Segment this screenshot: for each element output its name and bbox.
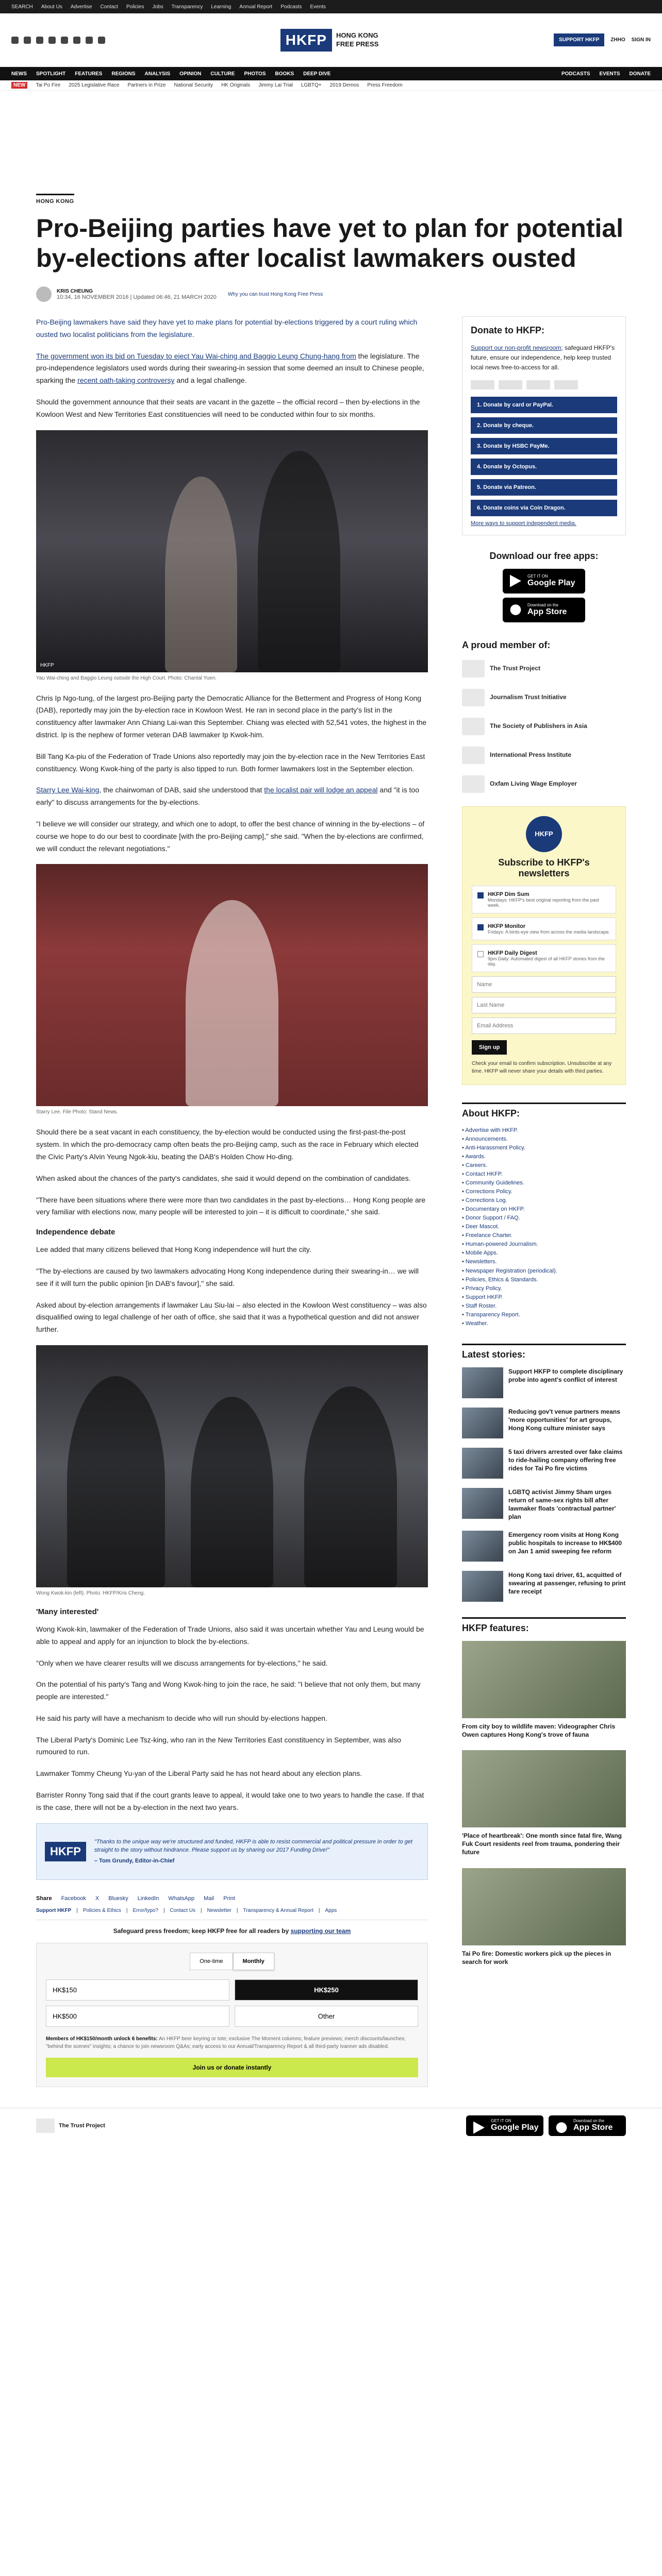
ticker-item[interactable]: Tai Po Fire bbox=[36, 82, 61, 88]
donate-title: Donate to HKFP: bbox=[471, 325, 544, 335]
ticker-item[interactable]: Press Freedom bbox=[367, 82, 403, 88]
frequency-toggle bbox=[46, 1953, 418, 1970]
footer-google-play[interactable] bbox=[466, 2115, 543, 2136]
content-columns bbox=[36, 316, 626, 2108]
logo-mark: HKFP bbox=[280, 29, 332, 52]
membership-note-text: An HKFP beer keyring or tote; exclusive The Moment columns; feature previews; merch discounts/launches; "behind the scenes" insights; a chance to join newsroom Q&As; early access to our Annual/Transparency Report & all third-party Ivanner ads disabled. bbox=[46, 2036, 406, 2049]
ad-quote: "Thanks to the unique way we're structured and funded, HKFP is able to resist commercial and political pressure in order to get straight to the story without hindrance. Please support us by sharing our 2017 Funding Drive!" bbox=[94, 1838, 412, 1854]
donate-option[interactable]: 1. Donate by card or PayPal. bbox=[471, 397, 617, 413]
member-trust-project[interactable] bbox=[462, 660, 626, 677]
main-nav bbox=[0, 67, 662, 80]
checkbox-checked[interactable] bbox=[477, 924, 484, 930]
inline-link[interactable]: The government won its bid on Tuesday to eject Yau Wai-ching and Baggio Leung Chung-hang from bbox=[36, 351, 356, 360]
trust-project-logo bbox=[462, 660, 485, 677]
about-link[interactable]: • Awards. bbox=[462, 1153, 626, 1161]
jti-logo bbox=[462, 689, 485, 706]
footer-link[interactable]: Newsletter bbox=[207, 1907, 231, 1913]
share-bar bbox=[36, 1895, 428, 1902]
story-thumbnail[interactable] bbox=[462, 1531, 503, 1562]
feature-image[interactable] bbox=[462, 1641, 626, 1718]
new-badge: NEW bbox=[11, 82, 27, 89]
story-thumbnail[interactable] bbox=[462, 1571, 503, 1602]
trending-ticker bbox=[0, 80, 662, 91]
about-link[interactable]: • Privacy Policy. bbox=[462, 1284, 626, 1293]
about-link[interactable]: • Support HKFP. bbox=[462, 1293, 626, 1302]
topbar-item[interactable]: Annual Report bbox=[239, 4, 273, 10]
about-link[interactable]: • Donor Support / FAQ. bbox=[462, 1214, 626, 1223]
footer-google-big: Google Play bbox=[491, 2123, 539, 2132]
payme-icon bbox=[554, 380, 578, 389]
story-headline[interactable]: Emergency room visits at Hong Kong public hospitals to increase to HK$400 on Jan 1 amid sweeping fee reform bbox=[508, 1531, 622, 1555]
trust-link[interactable]: Why you can trust Hong Kong Free Press bbox=[227, 291, 323, 297]
ticker-item[interactable]: Jimmy Lai Trial bbox=[258, 82, 293, 88]
inline-link[interactable]: recent oath-taking controversy bbox=[77, 376, 175, 385]
feature-item[interactable] bbox=[462, 1641, 626, 1739]
paragraph: Lee added that many citizens believed that Hong Kong independence will hurt the city. bbox=[36, 1245, 311, 1254]
features-list bbox=[462, 1641, 626, 1966]
donate-lead-text: safeguard HKFP's future, ensure our independence, help keep trusted local news free-to-access for all. bbox=[471, 344, 615, 371]
donation-box bbox=[36, 1943, 428, 2087]
newsletter-option[interactable] bbox=[472, 886, 616, 913]
paragraph-text: , the chairwoman of DAB, said she understood that bbox=[99, 786, 264, 794]
topbar-item[interactable]: Podcasts bbox=[280, 4, 302, 10]
about-link[interactable]: • Announcements. bbox=[462, 1135, 626, 1144]
email-input[interactable] bbox=[472, 1018, 616, 1034]
member-name: Oxfam Living Wage Employer bbox=[490, 779, 577, 787]
newsletter-option[interactable] bbox=[472, 944, 616, 972]
paragraph-text: and a legal challenge. bbox=[174, 376, 247, 385]
photo-figure bbox=[191, 1397, 273, 1587]
about-link[interactable]: • Weather. bbox=[462, 1319, 626, 1328]
member-name: International Press Institute bbox=[490, 751, 572, 758]
facebook-icon[interactable] bbox=[11, 37, 19, 44]
about-link[interactable]: • Policies, Ethics & Standards. bbox=[462, 1276, 626, 1284]
sidebar bbox=[462, 316, 626, 2108]
story-thumbnail[interactable] bbox=[462, 1448, 503, 1479]
topbar-item[interactable]: Jobs bbox=[152, 4, 163, 10]
support-button[interactable]: SUPPORT HKFP bbox=[554, 33, 604, 46]
member-name: The Society of Publishers in Asia bbox=[490, 722, 587, 730]
share-linkedin[interactable]: LinkedIn bbox=[137, 1895, 159, 1902]
paragraph bbox=[36, 784, 428, 809]
logo-line1: HONG KONG bbox=[336, 31, 378, 40]
photo-caption: Yau Wai-ching and Baggio Leung outside the High Court. Photo: Chantal Yuen. bbox=[36, 675, 217, 681]
trust-project-logo bbox=[36, 2119, 55, 2133]
share-print[interactable]: Print bbox=[223, 1895, 235, 1902]
play-store-icon bbox=[473, 2122, 485, 2134]
feature-image[interactable] bbox=[462, 1750, 626, 1827]
paragraph: Bill Tang Ka-piu of the Federation of Trade Unions also reportedly may join the by-election race in the New Territories East constituency. Wong Kwok-hing of the party is also tipped to run. Both former lawmakers lost in the September election. bbox=[36, 752, 425, 773]
member-oxfam[interactable] bbox=[462, 775, 626, 793]
paragraph-text: and "it is too early" to discuss arrangements for the by-elections. bbox=[36, 786, 419, 807]
paragraph: When asked about the chances of the party's candidates, she said it would depend on the combination of candidates. bbox=[36, 1174, 411, 1182]
nav-item[interactable]: DEEP DIVE bbox=[303, 71, 331, 77]
newsletter-logo: HKFP bbox=[526, 816, 562, 852]
checkbox-checked[interactable] bbox=[477, 892, 484, 899]
amount-option-selected[interactable]: HK$250 bbox=[235, 1979, 418, 2001]
nav-item[interactable]: BOOKS bbox=[275, 71, 294, 77]
search-link[interactable]: SEARCH bbox=[11, 4, 33, 10]
paragraph: "There have been situations where there were more than two candidates in the past by-elections… Hong Kong people are very familiar with elections now, many people will be interested to join – it is difficult to coordinate," she said. bbox=[36, 1195, 426, 1216]
about-link[interactable]: • Corrections Log. bbox=[462, 1196, 626, 1205]
header-actions bbox=[554, 33, 651, 46]
about-link[interactable]: • Anti-Harassment Policy. bbox=[462, 1144, 626, 1153]
about-link[interactable]: • Staff Roster. bbox=[462, 1302, 626, 1311]
paragraph: Barrister Ronny Tong said that if the court grants leave to appeal, it would take one to two years to handle the case. If that is the case, there will not be a by-election in the next two years. bbox=[36, 1791, 424, 1811]
share-mail[interactable]: Mail bbox=[204, 1895, 214, 1902]
language-toggle[interactable]: ZHHO bbox=[610, 37, 625, 43]
youtube-icon[interactable] bbox=[61, 37, 68, 44]
footer-app-store[interactable] bbox=[549, 2115, 626, 2136]
member-sopa[interactable] bbox=[462, 718, 626, 735]
amount-option[interactable]: HK$150 bbox=[46, 1979, 229, 2001]
topbar bbox=[0, 0, 662, 13]
play-store-icon bbox=[510, 575, 521, 587]
about-link[interactable]: • Transparency Report. bbox=[462, 1311, 626, 1319]
ticker-item[interactable]: Partners in Prize bbox=[127, 82, 166, 88]
about-section bbox=[462, 1103, 626, 1328]
paragraph: "The by-elections are caused by two lawmakers advocating Hong Kong independence during their swearing-in… we will see if it will turn the public opinion [in DAB's favour]," she said. bbox=[36, 1266, 419, 1287]
footer-google-small: GET IT ON bbox=[491, 2119, 511, 2124]
nav-item[interactable]: FEATURES bbox=[75, 71, 103, 77]
newsletter-option[interactable] bbox=[472, 918, 616, 940]
share-label: Share bbox=[36, 1895, 52, 1902]
nav-item[interactable]: NEWS bbox=[11, 71, 27, 77]
about-link[interactable]: • Newsletters. bbox=[462, 1258, 626, 1266]
photo-figure bbox=[186, 900, 278, 1106]
donate-widget bbox=[462, 316, 626, 535]
photo-figure bbox=[165, 477, 237, 672]
page-body bbox=[0, 91, 662, 2108]
latest-story[interactable] bbox=[462, 1571, 626, 1602]
topbar-item[interactable]: About Us bbox=[41, 4, 62, 10]
ad-text bbox=[94, 1838, 419, 1866]
article-category[interactable]: HONG KONG bbox=[36, 194, 74, 205]
paragraph: Chris Ip Ngo-tung, of the largest pro-Beijing party the Democratic Alliance for the Betterment and Progress of Hong Kong (DAB), reportedly may join the by-election race in Kowloon West. He ran in second place in the party's list in the constituency after lawmaker Ann Chiang Lai-wan this September. Chiang was elected with 52,541 votes, the highest in the district. Ip is the nephew of former veteran DAB lawmaker Ip Kwok-him. bbox=[36, 693, 427, 739]
article-photo[interactable] bbox=[36, 1345, 428, 1587]
paragraph: "Only when we have clearer results will we discuss arrangements for by-elections," he said. bbox=[36, 1658, 328, 1667]
footer-apple-small: Download on the bbox=[573, 2119, 605, 2124]
footer-link[interactable]: Policies & Ethics bbox=[82, 1907, 121, 1913]
story-headline[interactable]: Hong Kong taxi driver, 61, acquitted of swearing at passenger, refusing to print fare receipt bbox=[508, 1571, 626, 1595]
topbar-item[interactable]: Advertise bbox=[70, 4, 92, 10]
latest-story[interactable] bbox=[462, 1408, 626, 1438]
about-title: About HKFP: bbox=[462, 1103, 626, 1119]
signup-row bbox=[472, 1038, 616, 1060]
oxfam-logo bbox=[462, 775, 485, 793]
footer-apple-big: App Store bbox=[573, 2123, 613, 2132]
about-link[interactable]: • Careers. bbox=[462, 1161, 626, 1170]
member-name: Journalism Trust Initiative bbox=[490, 693, 567, 701]
page-footer bbox=[0, 2108, 662, 2136]
topbar-item[interactable]: Events bbox=[310, 4, 326, 10]
photo-figure bbox=[67, 1376, 165, 1587]
footer-trust-text: The Trust Project bbox=[59, 2122, 105, 2129]
story-headline[interactable]: LGBTQ activist Jimmy Sham urges return of same-sex rights bill after lawmaker floats 'contractual partner' plan bbox=[508, 1488, 616, 1521]
amount-other[interactable]: Other bbox=[235, 2006, 418, 2027]
nav-item[interactable]: OPINION bbox=[179, 71, 202, 77]
donate-lead bbox=[471, 343, 617, 373]
ticker-item[interactable]: HK Originals bbox=[221, 82, 251, 88]
mastercard-icon bbox=[499, 380, 522, 389]
feature-headline[interactable]: 'Place of heartbreak': One month since fatal fire, Wang Fuk Court residents reel from trauma, pondering their future bbox=[462, 1832, 622, 1856]
amount-option[interactable]: HK$500 bbox=[46, 2006, 229, 2027]
ticker-item[interactable]: LGBTQ+ bbox=[301, 82, 322, 88]
story-thumbnail[interactable] bbox=[462, 1408, 503, 1438]
paragraph-text: the legislature. The pro-independence legislators used words during their swearing-in session that some deemed an insult to Chinese people, sparking the bbox=[36, 351, 424, 385]
lead-paragraph: Pro-Beijing lawmakers have said they have yet to make plans for potential by-elections triggered by a court ruling which ousted two localist politicians from the legislature. bbox=[36, 318, 418, 338]
latest-story[interactable] bbox=[462, 1367, 626, 1398]
paragraph bbox=[36, 350, 428, 387]
apple-icon bbox=[556, 2122, 567, 2134]
ipi-logo bbox=[462, 747, 485, 764]
updated-date: Updated 06:46, 21 MARCH 2020 bbox=[133, 294, 217, 300]
safeguard-text: Safeguard press freedom; keep HKFP free for all readers by bbox=[113, 1927, 291, 1935]
paragraph: "I believe we will consider our strategy, and which one to adopt, to offer the best chance of winning in the by-elections – of course we hope to do our best to coordinate [with the pro-Beijing camp]," she said. "When the by-elections are confirmed, we will conduct the relevant negotiations." bbox=[36, 819, 425, 853]
linkedin-icon[interactable] bbox=[73, 37, 80, 44]
footer-link[interactable]: Transparency & Annual Report bbox=[243, 1907, 313, 1913]
latest-stories bbox=[462, 1344, 626, 1602]
feature-headline[interactable]: From city boy to wildlife maven: Videographer Chris Owen captures Hong Kong's trove of fauna bbox=[462, 1722, 616, 1738]
apple-icon bbox=[510, 604, 521, 616]
nonprofit-link[interactable]: Support our non-profit newsroom; bbox=[471, 344, 563, 351]
nav-item[interactable]: REGIONS bbox=[111, 71, 136, 77]
amount-options bbox=[46, 1979, 418, 2027]
donate-option[interactable]: 3. Donate by HSBC PayMe. bbox=[471, 438, 617, 454]
member-name: The Trust Project bbox=[490, 664, 541, 672]
about-link[interactable]: • Mobile Apps. bbox=[462, 1249, 626, 1258]
topbar-item[interactable]: Policies bbox=[126, 4, 144, 10]
about-link[interactable]: • Documentary on HKFP. bbox=[462, 1205, 626, 1214]
donate-option[interactable]: 5. Donate via Patreon. bbox=[471, 479, 617, 496]
share-whatsapp[interactable]: WhatsApp bbox=[168, 1895, 195, 1902]
ad-logo: HKFP bbox=[45, 1842, 86, 1861]
funding-ad-banner[interactable] bbox=[36, 1823, 428, 1880]
nav-item[interactable]: PHOTOS bbox=[244, 71, 266, 77]
rss-icon[interactable] bbox=[98, 37, 105, 44]
donate-option[interactable]: 4. Donate by Octopus. bbox=[471, 459, 617, 475]
paragraph: Should there be a seat vacant in each constituency, the by-election would be conducted using the first-past-the-post system. In which the pro-democracy camp often beats the pro-Beijing camp, such as the race in February which elected the Civic Party's Alvin Yeung Ngok-kiu, beating the DAB's Holden Chow Ho-ding. bbox=[36, 1128, 419, 1161]
story-headline[interactable]: Support HKFP to complete disciplinary probe into agent's conflict of interest bbox=[508, 1367, 623, 1384]
donate-option[interactable]: 2. Donate by cheque. bbox=[471, 417, 617, 434]
newsletter-option-desc: 9pm Daily: Automated digest of all HKFP stories from the day. bbox=[488, 956, 605, 967]
x-icon[interactable] bbox=[24, 37, 31, 44]
article-footer-links: Support HKFP | Policies & Ethics | Error/typo? | Contact Us | Newsletter | Transparency & Annual Report | Apps bbox=[36, 1908, 428, 1920]
topbar-item[interactable]: Contact bbox=[100, 4, 118, 10]
photo-figure bbox=[304, 1386, 397, 1587]
photo-caption: Wong Kwok-kin (left). Photo: HKFP/Kris Cheng. bbox=[36, 1590, 145, 1596]
about-link[interactable]: • Corrections Policy. bbox=[462, 1188, 626, 1196]
newsletter-signup bbox=[462, 806, 626, 1085]
paragraph: Lawmaker Tommy Cheung Yu-yan of the Liberal Party said he has not heard about any election plans. bbox=[36, 1769, 362, 1778]
nav-item[interactable]: CULTURE bbox=[210, 71, 235, 77]
google-play-big: Google Play bbox=[527, 579, 575, 588]
latest-title: Latest stories: bbox=[462, 1344, 626, 1360]
feature-image[interactable] bbox=[462, 1868, 626, 1945]
footer-link[interactable]: Apps bbox=[325, 1907, 337, 1913]
topbar-item[interactable]: Transparency bbox=[171, 4, 203, 10]
share-bluesky[interactable]: Bluesky bbox=[108, 1895, 128, 1902]
app-store-big: App Store bbox=[527, 607, 567, 617]
byline bbox=[36, 286, 626, 302]
logo-line2: FREE PRESS bbox=[336, 40, 379, 48]
nav-item[interactable]: SPOTLIGHT bbox=[36, 71, 66, 77]
instagram-icon[interactable] bbox=[36, 37, 43, 44]
latest-list bbox=[462, 1367, 626, 1602]
site-header bbox=[0, 13, 662, 67]
about-list bbox=[462, 1126, 626, 1328]
paragraph: Should the government announce that their seats are vacant in the gazette – the official record – then by-elections in the Kowloon West and New Territories East constituencies will need to be conducted within four to six months. bbox=[36, 397, 420, 418]
article-title: Pro-Beijing parties have yet to plan for potential by-elections after localist lawmakers ousted bbox=[36, 214, 624, 273]
paragraph: He said his party will have a mechanism to decide who will run should by-elections happen. bbox=[36, 1714, 327, 1722]
ticker-item[interactable]: National Security bbox=[174, 82, 213, 88]
story-headline[interactable]: 5 taxi drivers arrested over fake claims to ride-hailing company offering free rides for Tai Po fire victims bbox=[508, 1448, 623, 1472]
footer-link[interactable]: Contact Us bbox=[170, 1907, 196, 1913]
newsletter-option-desc: Fridays: A birds-eye view from across the media landscape. bbox=[488, 929, 610, 935]
about-link[interactable]: • Human-powered Journalism. bbox=[462, 1240, 626, 1249]
article-photo[interactable] bbox=[36, 430, 428, 672]
footer-link[interactable]: Support HKFP bbox=[36, 1907, 72, 1913]
topbar-item[interactable]: Learning bbox=[211, 4, 231, 10]
about-link[interactable]: • Freelance Charter. bbox=[462, 1231, 626, 1240]
share-facebook[interactable]: Facebook bbox=[61, 1895, 86, 1902]
newsletter-option-title: HKFP Monitor bbox=[488, 923, 526, 929]
nav-item-right[interactable]: DONATE bbox=[629, 71, 651, 77]
inline-link[interactable]: Starry Lee Wai-king bbox=[36, 786, 100, 794]
membership-note bbox=[46, 2035, 418, 2050]
sopa-logo bbox=[462, 718, 485, 735]
features-title: HKFP features: bbox=[462, 1617, 626, 1634]
latest-story[interactable] bbox=[462, 1448, 626, 1479]
paypal-icon bbox=[526, 380, 550, 389]
inline-link[interactable]: the localist pair will lodge an appeal bbox=[264, 786, 378, 794]
member-ipi[interactable] bbox=[462, 747, 626, 764]
paragraph: The Liberal Party's Dominic Lee Tsz-king, who ran in the New Territories East constituency in September, was also rumoured to run. bbox=[36, 1735, 401, 1756]
apps-section bbox=[462, 551, 626, 622]
members-title: A proud member of: bbox=[462, 639, 551, 650]
footer-trust-project[interactable] bbox=[36, 2119, 105, 2133]
google-play-button[interactable] bbox=[503, 569, 585, 594]
story-thumbnail[interactable] bbox=[462, 1367, 503, 1398]
features-section bbox=[462, 1617, 626, 1966]
membership-note-bold: Members of HK$150/month unlock 6 benefits: bbox=[46, 2036, 158, 2042]
signup-button[interactable]: Sign up bbox=[472, 1040, 507, 1055]
section-heading: Independence debate bbox=[36, 1228, 115, 1237]
footer-stores bbox=[466, 2115, 626, 2136]
nav-item-right[interactable]: PODCASTS bbox=[561, 71, 590, 77]
social-icons bbox=[11, 37, 105, 44]
telegram-icon[interactable] bbox=[86, 37, 93, 44]
photo-credit: HKFP bbox=[40, 662, 54, 668]
ad-attribution: – Tom Grundy, Editor-in-Chief bbox=[94, 1857, 175, 1864]
photo-figure bbox=[258, 451, 340, 672]
more-ways-link[interactable]: More ways to support independent media. bbox=[471, 520, 576, 527]
checkbox[interactable] bbox=[477, 951, 484, 957]
story-headline[interactable]: Reducing gov't venue partners means 'more opportunities' for art groups, Hong Kong culture minister says bbox=[508, 1408, 620, 1432]
byline-dates: 10:34, 16 NOVEMBER 2016 | Updated 06:46, 21 MARCH 2020 bbox=[57, 294, 217, 300]
nav-item-right[interactable]: EVENTS bbox=[599, 71, 620, 77]
article-photo[interactable] bbox=[36, 864, 428, 1106]
paragraph: Wong Kwok-kin, lawmaker of the Federation of Trade Unions, also said it was uncertain whether Yau and Leung would be able to appeal and apply for an injunction to block the by-elections. bbox=[36, 1624, 424, 1646]
logo-wordmark bbox=[336, 31, 378, 48]
payment-badges bbox=[471, 380, 617, 389]
support-team-link[interactable]: supporting our team bbox=[290, 1927, 351, 1935]
section-heading: 'Many interested' bbox=[36, 1607, 99, 1616]
about-link[interactable]: • Deer Mascot. bbox=[462, 1223, 626, 1231]
story-thumbnail[interactable] bbox=[462, 1488, 503, 1519]
about-link[interactable]: • Community Guidelines. bbox=[462, 1179, 626, 1188]
nav-item[interactable]: ANALYSIS bbox=[144, 71, 171, 77]
author-name[interactable]: KRIS CHEUNG bbox=[57, 288, 93, 294]
byline-text bbox=[57, 289, 217, 300]
monthly-tab[interactable]: Monthly bbox=[233, 1953, 274, 1970]
about-link[interactable]: • Contact HKFP. bbox=[462, 1170, 626, 1179]
join-donate-button[interactable]: Join us or donate instantly bbox=[46, 2058, 418, 2077]
member-jti[interactable] bbox=[462, 689, 626, 706]
newsletter-title: Subscribe to HKFP's newsletters bbox=[498, 857, 590, 879]
signin-link[interactable]: SIGN IN bbox=[631, 37, 651, 43]
paragraph: On the potential of his party's Tang and Wong Kwok-hing to join the race, he said: "I believe that not only them, but many people are interested." bbox=[36, 1680, 421, 1701]
newsletter-note: Check your email to confirm subscription. Unsubscribe at any time. HKFP will never share your details with third parties. bbox=[472, 1060, 612, 1074]
newsletter-option-desc: Mondays: HKFP's best original reporting from the past week. bbox=[488, 897, 599, 908]
ticker-item[interactable]: 2025 Legislative Race bbox=[69, 82, 120, 88]
visa-icon bbox=[471, 380, 494, 389]
latest-story[interactable] bbox=[462, 1488, 626, 1521]
about-link[interactable]: • Newspaper Registration (periodical). bbox=[462, 1267, 626, 1276]
site-logo[interactable] bbox=[280, 29, 379, 52]
app-store-small: Download on the bbox=[527, 603, 559, 608]
ticker-item[interactable]: 2019 Demos bbox=[329, 82, 359, 88]
google-play-small: GET IT ON bbox=[527, 574, 548, 579]
feature-headline[interactable]: Tai Po fire: Domestic workers pick up the pieces in search for work bbox=[462, 1950, 611, 1965]
photo-caption: Starry Lee. File Photo: Stand News. bbox=[36, 1109, 118, 1115]
newsletter-option-title: HKFP Dim Sum bbox=[488, 891, 529, 897]
donate-option[interactable]: 6. Donate coins via Coin Dragon. bbox=[471, 500, 617, 516]
app-store-button[interactable] bbox=[503, 598, 585, 622]
footer-link[interactable]: Error/typo? bbox=[133, 1907, 158, 1913]
author-avatar bbox=[36, 286, 52, 302]
safeguard-message bbox=[36, 1927, 428, 1935]
feature-item[interactable] bbox=[462, 1868, 626, 1966]
about-link[interactable]: • Advertise with HKFP. bbox=[462, 1126, 626, 1135]
members-section bbox=[462, 640, 626, 793]
name-input[interactable] bbox=[472, 976, 616, 993]
paragraph: Asked about by-election arrangements if lawmaker Lau Siu-lai – also elected in the Kowloon West constituency – was also disqualified owing to legal challenge of her oath of office, she said that it was a hypothetical question and did not answer further. bbox=[36, 1300, 427, 1334]
one-time-tab[interactable]: One-time bbox=[190, 1953, 233, 1970]
share-x[interactable]: X bbox=[95, 1895, 100, 1902]
latest-story[interactable] bbox=[462, 1531, 626, 1562]
newsletter-option-title: HKFP Daily Digest bbox=[488, 950, 537, 956]
publish-date: 10:34, 16 NOVEMBER 2016 bbox=[57, 294, 129, 300]
apps-title: Download our free apps: bbox=[489, 550, 599, 561]
threads-icon[interactable] bbox=[48, 37, 56, 44]
article-body bbox=[36, 316, 428, 2108]
last-name-input[interactable] bbox=[472, 997, 616, 1013]
feature-item[interactable] bbox=[462, 1750, 626, 1857]
